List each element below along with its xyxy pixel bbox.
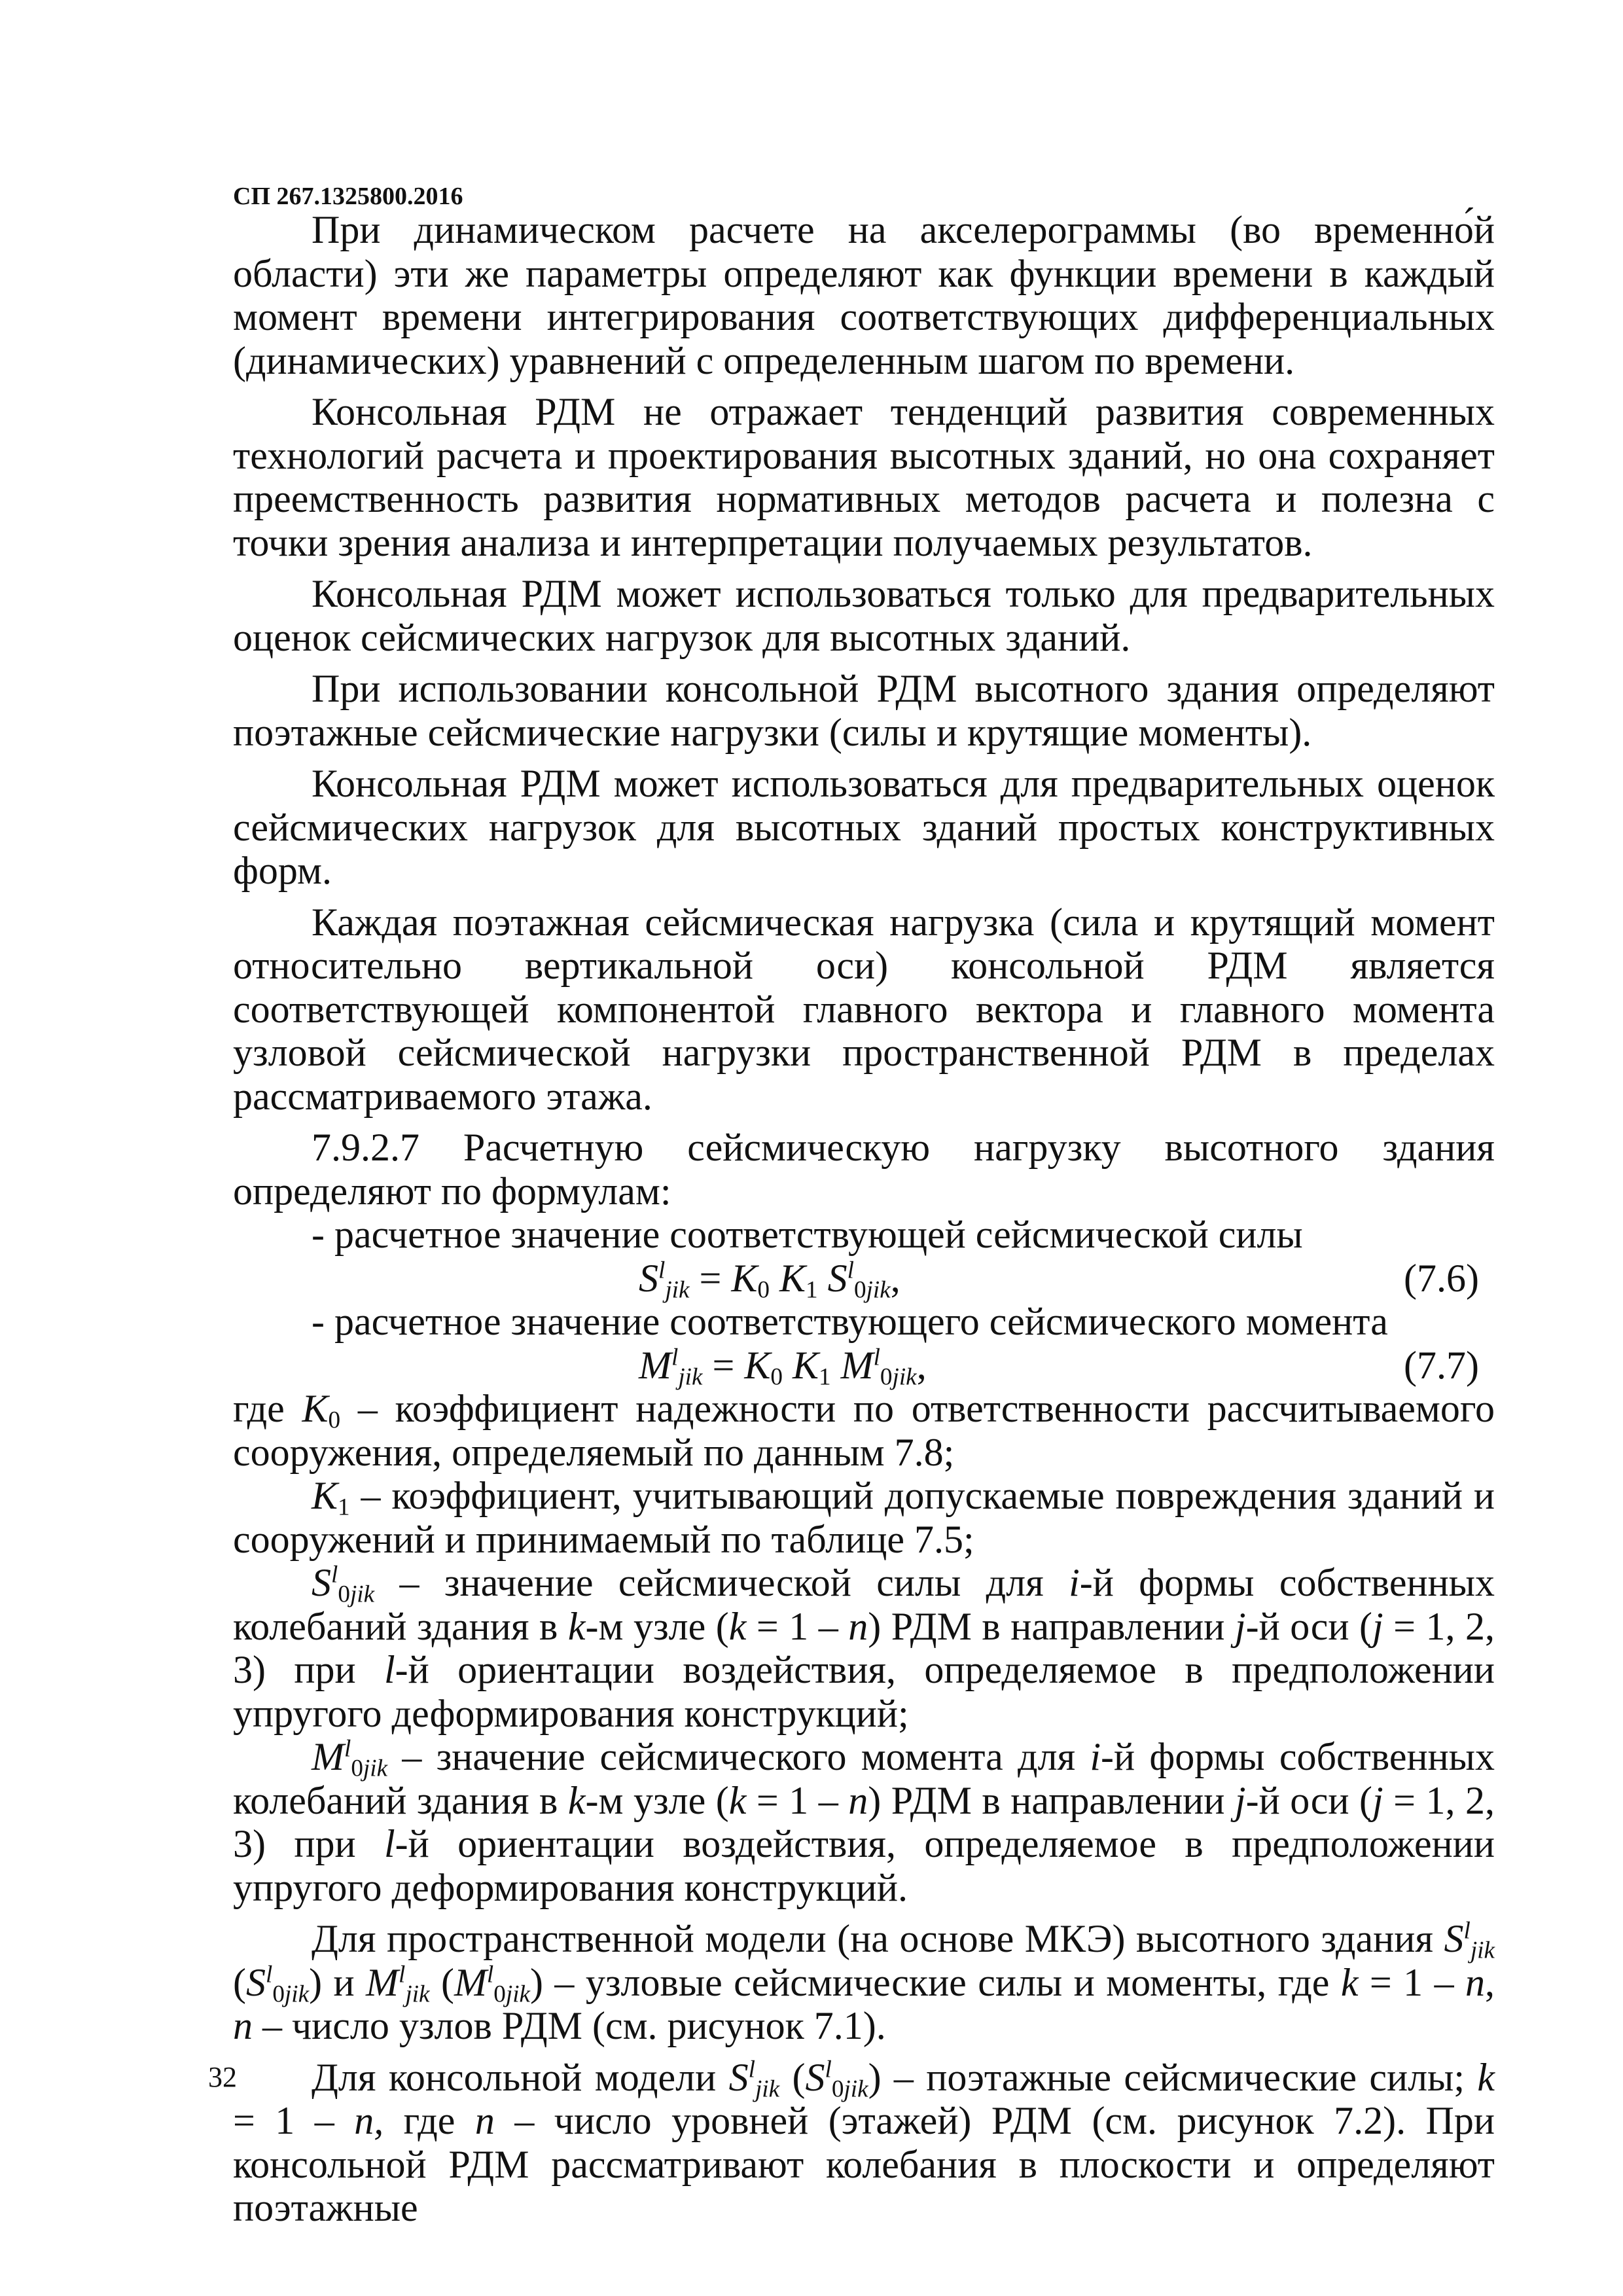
paragraph-7-9-2-7: 7.9.2.7 Расчетную сейсмическую нагрузку высотного здания определяют по формулам: bbox=[233, 1126, 1495, 1213]
formula-7-7-number: (7.7) bbox=[1404, 1343, 1479, 1387]
formula-7-6 bbox=[233, 1256, 1495, 1303]
document-body bbox=[233, 208, 1495, 2230]
definition-k0-text: – коэффициент надежности по ответственности рассчитываемого сооружения, определяемый по данным 7.8; bbox=[233, 1387, 1495, 1474]
definition-k1-text: – коэффициент, учитывающий допускаемые повреждения зданий и сооружений и принимаемый по таблице 7.5; bbox=[233, 1474, 1495, 1561]
paragraph-console-rdm-preliminary: Консольная РДМ может использоваться только для предварительных оценок сейсмических нагрузок для высотных зданий. bbox=[233, 572, 1495, 659]
formula-7-7 bbox=[233, 1344, 1495, 1388]
formula-7-7-expression: $M^l_{jik} = K_0$ $K_1$ $M^l_{0jik}$, bbox=[639, 1343, 927, 1390]
definition-m0jik: $M^l_{0jik}$ – значение сейсмического момента для i-й формы собственных колебаний здания в k-м узле (k = 1 – n) РДМ в направлении j-й оси (j = 1, 2, 3) при l-й ориентации воздействия, определяемое в предположении упругого деформирования конструкций. bbox=[233, 1735, 1495, 1909]
paragraph-console-rdm-tendencies: Консольная РДМ не отражает тенденций развития современных технологий расчета и проектирования высотных зданий, но она сохраняет преемственность развития нормативных методов расчета и полезна с точки зрения анализа и интерпретации получаемых результатов. bbox=[233, 390, 1495, 564]
paragraph-console-rdm-usage: При использовании консольной РДМ высотного здания определяют поэтажные сейсмические нагрузки (силы и крутящие моменты). bbox=[233, 667, 1495, 754]
paragraph-spatial-model: Для пространственной модели (на основе МКЭ) высотного здания $S^l_{jik}$ $(S^l_{0jik})$ и $M^l_{jik}$ $(M^l_{0jik})$ – узловые сейсмические силы и моменты, где k = 1 – n, n – число узлов РДМ (см. рисунок 7.1). bbox=[233, 1917, 1495, 2047]
definition-k0: где $K_0$ – коэффициент надежности по ответственности рассчитываемого сооружения, определяемый по данным 7.8; bbox=[233, 1387, 1495, 1474]
formula-7-6-number: (7.6) bbox=[1404, 1256, 1479, 1300]
bullet-seismic-force: - расчетное значение соответствующей сейсмической силы bbox=[312, 1213, 1303, 1256]
paragraph-console-rdm-simple-forms: Консольная РДМ может использоваться для предварительных оценок сейсмических нагрузок для высотных зданий простых конструктивных форм. bbox=[233, 762, 1495, 892]
document-code: СП 267.1325800.2016 bbox=[233, 183, 463, 210]
formula-7-6-expression: $S^l_{jik} = K_0$ $K_1$ $S^l_{0jik}$, bbox=[639, 1256, 901, 1303]
page-number: 32 bbox=[208, 2061, 237, 2093]
definition-k1: $K_1$ – коэффициент, учитывающий допускаемые повреждения зданий и сооружений и принимаемый по таблице 7.5; bbox=[233, 1474, 1495, 1561]
bullet-seismic-moment: - расчетное значение соответствующего сейсмического момента bbox=[312, 1300, 1388, 1343]
paragraph-floor-load-components: Каждая поэтажная сейсмическая нагрузка (сила и крутящий момент относительно вертикальной оси) консольной РДМ является соответствующей компонентой главного вектора и главного момента узловой сейсмической нагрузки пространственной РДМ в пределах рассматриваемого этажа. bbox=[233, 900, 1495, 1118]
definition-s0jik: $S^l_{0jik}$ – значение сейсмической силы для i-й формы собственных колебаний здания в k-м узле (k = 1 – n) РДМ в направлении j-й оси (j = 1, 2, 3) при l-й ориентации воздействия, определяемое в предположении упругого деформирования конструкций; bbox=[233, 1561, 1495, 1735]
paragraph-dynamic-calc: При динамическом расчете на акселерограммы (во временно́й области) эти же параметры определяют как функции времени в каждый момент времени интегрирования соответствующих дифференциальных (динамических) уравнений с определенным шагом по времени. bbox=[233, 208, 1495, 382]
paragraph-console-model: Для консольной модели $S^l_{jik}$ $(S^l_{0jik})$ – поэтажные сейсмические силы; k = 1 – n, где n – число уровней (этажей) РДМ (см. рисунок 7.2). При консольной РДМ рассматривают колебания в плоскости и определяют поэтажные bbox=[233, 2055, 1495, 2229]
